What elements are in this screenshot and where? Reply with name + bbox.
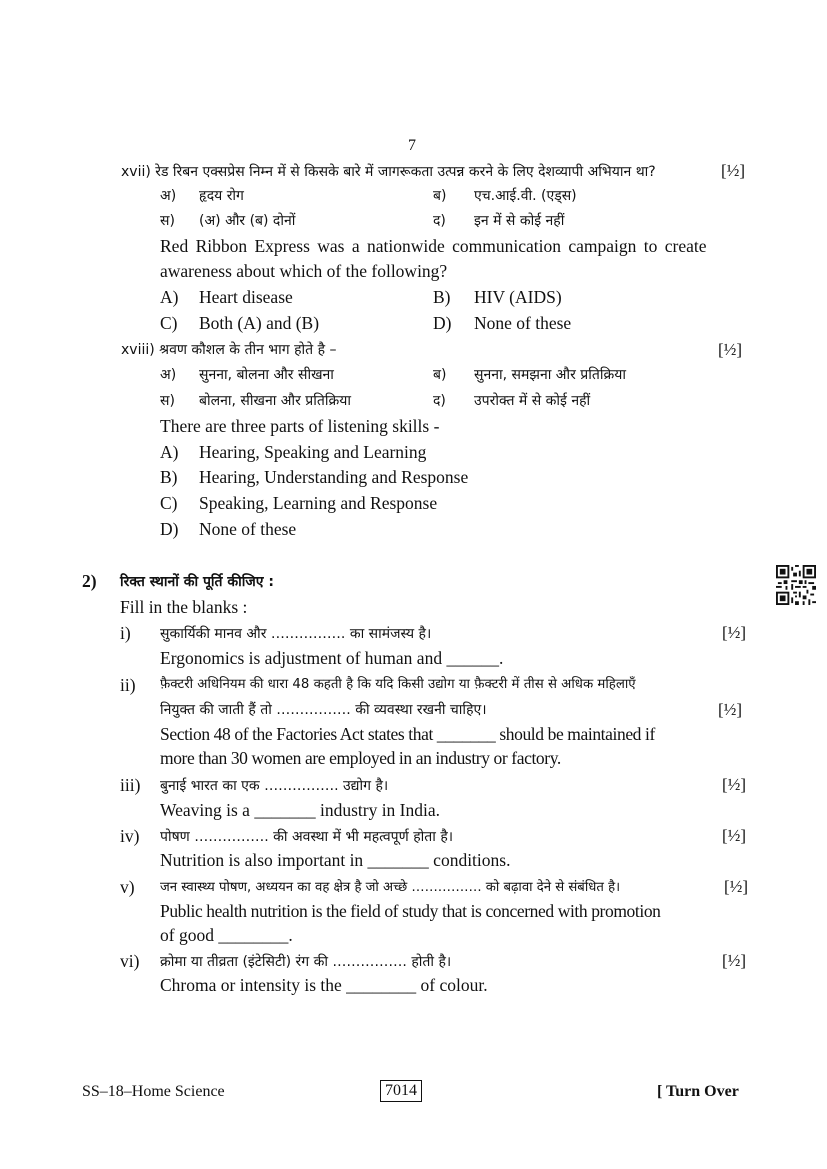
footer-subject-code: SS–18–Home Science bbox=[82, 1083, 225, 1100]
q18-en-option-d: None of these bbox=[199, 519, 297, 539]
q2-item-iii-en: Weaving is a _______ industry in India. bbox=[160, 800, 441, 820]
q18-hi-option-c-label: स) bbox=[160, 393, 175, 409]
q18-question-hindi bbox=[121, 340, 336, 360]
q2-item-v-mark: [½] bbox=[724, 877, 749, 896]
q2-item-v-number: v) bbox=[120, 877, 135, 897]
q18-en-option-b: Hearing, Understanding and Response bbox=[199, 467, 469, 487]
footer-turn-over: [ Turn Over bbox=[657, 1083, 739, 1100]
q2-item-i-number: i) bbox=[120, 623, 131, 643]
q18-en-option-d-label: D) bbox=[160, 519, 179, 539]
q17-hi-option-d: इन में से कोई नहीं bbox=[474, 213, 565, 229]
q18-hindi-text: श्रवण कौशल के तीन भाग होते है – bbox=[159, 342, 337, 358]
q17-hi-option-d-label: द) bbox=[433, 213, 446, 229]
q2-item-iv-number: iv) bbox=[120, 826, 140, 846]
q18-hi-option-b: सुनना, समझना और प्रतिक्रिया bbox=[474, 367, 626, 383]
q17-question-en-line1: Red Ribbon Express was a nationwide communication campaign to create bbox=[160, 236, 707, 256]
q17-en-option-d-label: D) bbox=[433, 313, 452, 333]
q17-hi-option-c: (अ) और (ब) दोनों bbox=[199, 213, 296, 229]
q17-en-option-c-label: C) bbox=[160, 313, 178, 333]
q2-number: 2) bbox=[82, 571, 97, 591]
q2-item-iii-number: iii) bbox=[120, 775, 141, 795]
q18-hi-option-d-label: द) bbox=[433, 393, 446, 409]
q18-en-option-a-label: A) bbox=[160, 442, 179, 462]
q2-title-hindi: रिक्त स्थानों की पूर्ति कीजिए : bbox=[120, 574, 275, 590]
q18-question-en: There are three parts of listening skills - bbox=[160, 416, 440, 436]
q17-hi-option-a-label: अ) bbox=[160, 188, 177, 204]
q2-item-vi-number: vi) bbox=[120, 951, 140, 971]
q2-item-i-mark: [½] bbox=[722, 623, 747, 642]
q17-hindi-text: रेड रिबन एक्सप्रेस निम्न में से किसके बारे में जागरूकता उत्पन्न करने के लिए देशव्यापी अभियान था? bbox=[155, 164, 656, 180]
q2-item-iii-mark: [½] bbox=[722, 775, 747, 794]
q2-item-ii-en-line2: more than 30 women are employed in an industry or factory. bbox=[160, 748, 561, 768]
q18-hi-option-d: उपरोक्त में से कोई नहीं bbox=[474, 393, 591, 409]
q2-item-iii-hindi: बुनाई भारत का एक ……………. उद्योग है। bbox=[160, 778, 389, 794]
q17-en-option-b: HIV (AIDS) bbox=[474, 287, 562, 307]
q17-question-hindi bbox=[121, 162, 656, 182]
q2-item-ii-hindi-line1: फ़ैक्टरी अधिनियम की धारा 48 कहती है कि यदि किसी उद्योग या फ़ैक्टरी में तीस से अधिक महिलाएँ bbox=[160, 677, 636, 692]
footer-paper-code: 7014 bbox=[380, 1080, 422, 1102]
q17-en-option-c: Both (A) and (B) bbox=[199, 313, 320, 333]
q18-hi-option-a: सुनना, बोलना और सीखना bbox=[199, 367, 334, 383]
q17-hi-option-a: हृदय रोग bbox=[199, 188, 244, 204]
q17-number: xvii) bbox=[121, 164, 151, 180]
q17-hi-option-b: एच.आई.वी. (एड्स) bbox=[474, 188, 577, 204]
q2-item-iv-mark: [½] bbox=[722, 826, 747, 845]
q18-en-option-a: Hearing, Speaking and Learning bbox=[199, 442, 427, 462]
q18-mark: [½] bbox=[718, 340, 743, 359]
q17-en-option-d: None of these bbox=[474, 313, 572, 333]
q2-item-vi-en: Chroma or intensity is the ________ of colour. bbox=[160, 975, 488, 995]
q2-item-v-hindi: जन स्वास्थ्य पोषण, अध्ययन का वह क्षेत्र है जो अच्छे ……………. को बढ़ावा देने से संबंधित है। bbox=[160, 880, 621, 895]
q2-item-vi-mark: [½] bbox=[722, 951, 747, 970]
page-number: 7 bbox=[408, 137, 416, 154]
q17-hi-option-b-label: ब) bbox=[433, 188, 447, 204]
q2-item-v-en-line1: Public health nutrition is the field of study that is concerned with promotion bbox=[160, 901, 661, 921]
qr-code-icon bbox=[776, 565, 816, 605]
q18-en-option-b-label: B) bbox=[160, 467, 178, 487]
q17-en-option-a: Heart disease bbox=[199, 287, 293, 307]
q17-hi-option-c-label: स) bbox=[160, 213, 175, 229]
q18-hi-option-b-label: ब) bbox=[433, 367, 447, 383]
q2-item-ii-en-line1: Section 48 of the Factories Act states that _______ should be maintained if bbox=[160, 724, 655, 744]
q17-en-option-a-label: A) bbox=[160, 287, 179, 307]
q2-title-en: Fill in the blanks : bbox=[120, 597, 248, 617]
q2-item-ii-number: ii) bbox=[120, 675, 136, 695]
q17-question-en-line2: awareness about which of the following? bbox=[160, 261, 448, 281]
q2-item-ii-hindi-line2: नियुक्त की जाती हैं तो ……………. की व्यवस्था रखनी चाहिए। bbox=[160, 702, 487, 718]
q2-item-i-hindi: सुकार्यिकी मानव और ……………. का सामंजस्य है। bbox=[160, 626, 432, 642]
q17-mark: [½] bbox=[721, 161, 746, 180]
q18-hi-option-a-label: अ) bbox=[160, 367, 177, 383]
q2-item-i-en: Ergonomics is adjustment of human and ______. bbox=[160, 648, 504, 668]
q2-item-ii-mark: [½] bbox=[718, 700, 743, 719]
q18-en-option-c: Speaking, Learning and Response bbox=[199, 493, 438, 513]
q17-en-option-b-label: B) bbox=[433, 287, 451, 307]
q2-item-iv-hindi: पोषण ……………. की अवस्था में भी महत्वपूर्ण होता है। bbox=[160, 829, 454, 845]
q2-item-vi-hindi: क्रोमा या तीव्रता (इंटेसिटी) रंग की ……………. होती है। bbox=[160, 954, 452, 970]
q2-item-iv-en: Nutrition is also important in _______ conditions. bbox=[160, 850, 511, 870]
q18-hi-option-c: बोलना, सीखना और प्रतिक्रिया bbox=[199, 393, 351, 409]
q18-en-option-c-label: C) bbox=[160, 493, 178, 513]
q18-number: xviii) bbox=[121, 342, 155, 358]
q2-item-v-en-line2: of good ________. bbox=[160, 925, 293, 945]
